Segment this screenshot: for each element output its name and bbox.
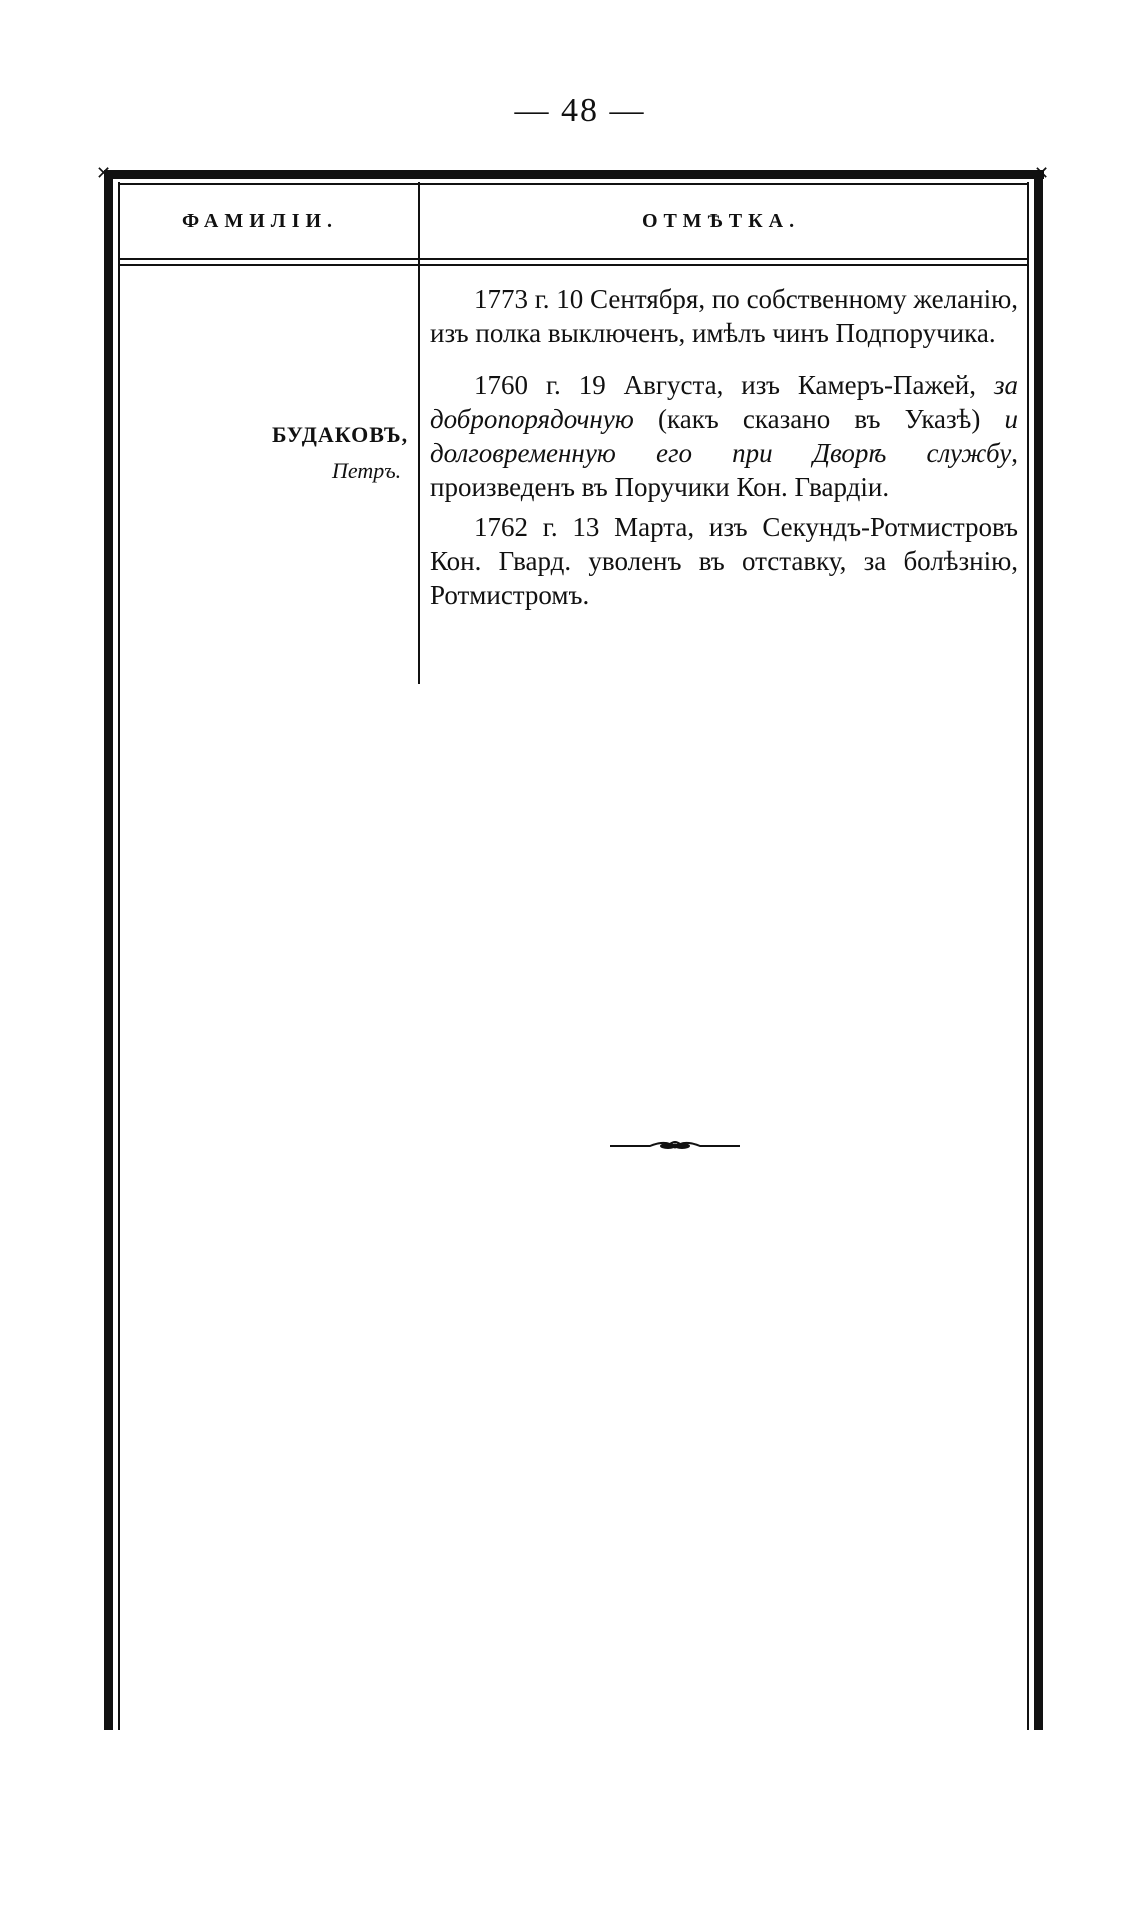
header-rule bbox=[118, 258, 1029, 260]
left-border bbox=[104, 170, 113, 1730]
remark-paragraph: 1773 г. 10 Сентября, по собственному желанію, изъ полка выключенъ, имѣлъ чинъ Подпоручика. bbox=[430, 284, 1018, 348]
corner-ornament-icon: ✕ bbox=[1034, 163, 1050, 183]
end-ornament-icon bbox=[610, 1140, 740, 1152]
remark-italic-text: за добропорядочную bbox=[430, 370, 1018, 434]
header-remark: ОТМѢТКА. bbox=[642, 210, 801, 232]
page-number: — 48 — bbox=[514, 92, 646, 129]
right-border bbox=[1034, 170, 1043, 1730]
remark-paragraph: 1762 г. 13 Марта, изъ Секундъ-Ротмистровъ Кон. Гвард. уволенъ въ отставку, за болѣзнію, Ротмистромъ. bbox=[430, 512, 1018, 610]
remark-paragraph bbox=[430, 368, 1018, 504]
top-inner-border bbox=[118, 183, 1029, 185]
entry-remarks bbox=[430, 282, 1018, 630]
remark-italic-text: и долговременную его при Дворѣ службу bbox=[430, 404, 1018, 468]
header-surname: ФАМИЛІИ. bbox=[182, 210, 339, 232]
entry-first-name: Петръ. bbox=[332, 458, 402, 483]
right-inner-border bbox=[1027, 182, 1029, 1730]
corner-ornament-icon: ✕ bbox=[96, 163, 112, 183]
remark-text: (какъ сказано въ Указѣ) bbox=[633, 404, 1005, 434]
header-rule bbox=[118, 264, 1029, 266]
column-divider bbox=[418, 182, 420, 684]
remark-text: 1760 г. 19 Августа, изъ Камеръ-Пажей, bbox=[474, 370, 994, 400]
left-inner-border bbox=[118, 182, 120, 1730]
remark-text: , произведенъ въ Поручики Кон. Гвардіи. bbox=[430, 438, 1018, 502]
entry-surname: БУДАКОВЪ, bbox=[272, 422, 409, 447]
top-border bbox=[104, 170, 1044, 179]
table-frame bbox=[96, 163, 1050, 1730]
